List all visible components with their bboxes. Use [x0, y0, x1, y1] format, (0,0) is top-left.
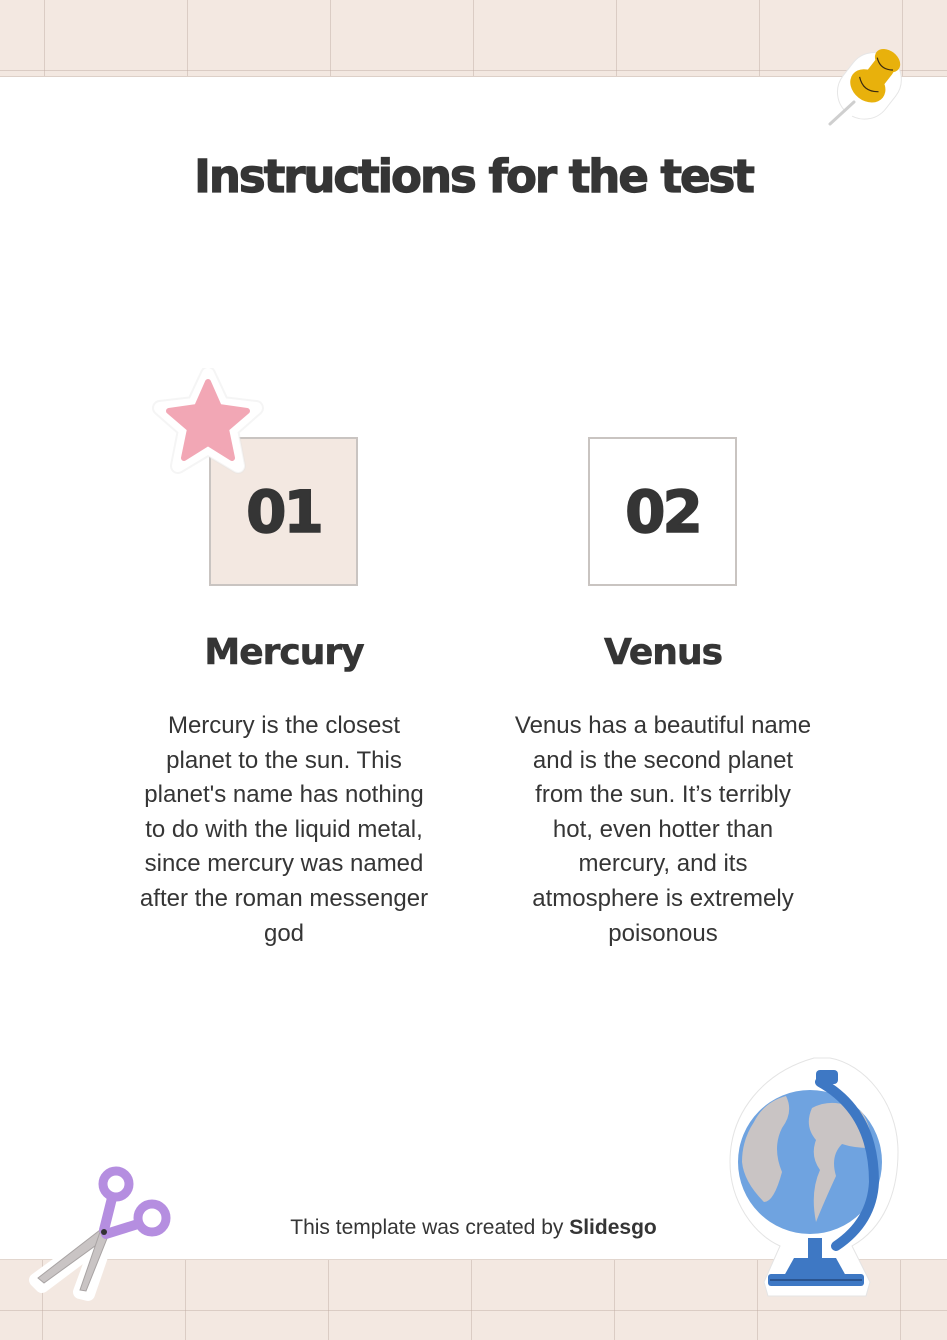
- star-icon: [152, 368, 264, 474]
- page-title: Instructions for the test: [194, 150, 753, 203]
- grid-band-top: [0, 0, 947, 77]
- globe-icon: [724, 1052, 904, 1302]
- step-number-2: 02: [625, 477, 700, 546]
- footer-credit: [0, 1216, 947, 1240]
- step-number-box-2: [588, 437, 737, 586]
- column-text-mercury: Mercury is the closest planet to the sun. This planet's name has nothing to do with the liquid metal, since mercury was named after the roman messenger god: [139, 712, 429, 947]
- column-text-venus: Venus has a beautiful name and is the second planet from the sun. It’s terribly hot, even hotter than mercury, and its atmosphere is extremely poisonous: [514, 712, 812, 947]
- step-number-1: 01: [246, 477, 321, 546]
- pushpin-icon: [812, 38, 924, 134]
- footer-brand-link[interactable]: Slidesgo: [569, 1216, 657, 1239]
- column-heading-venus: Venus: [604, 632, 722, 673]
- column-heading-mercury: Mercury: [204, 632, 364, 673]
- footer-credit-prefix: This template was created by: [290, 1216, 570, 1239]
